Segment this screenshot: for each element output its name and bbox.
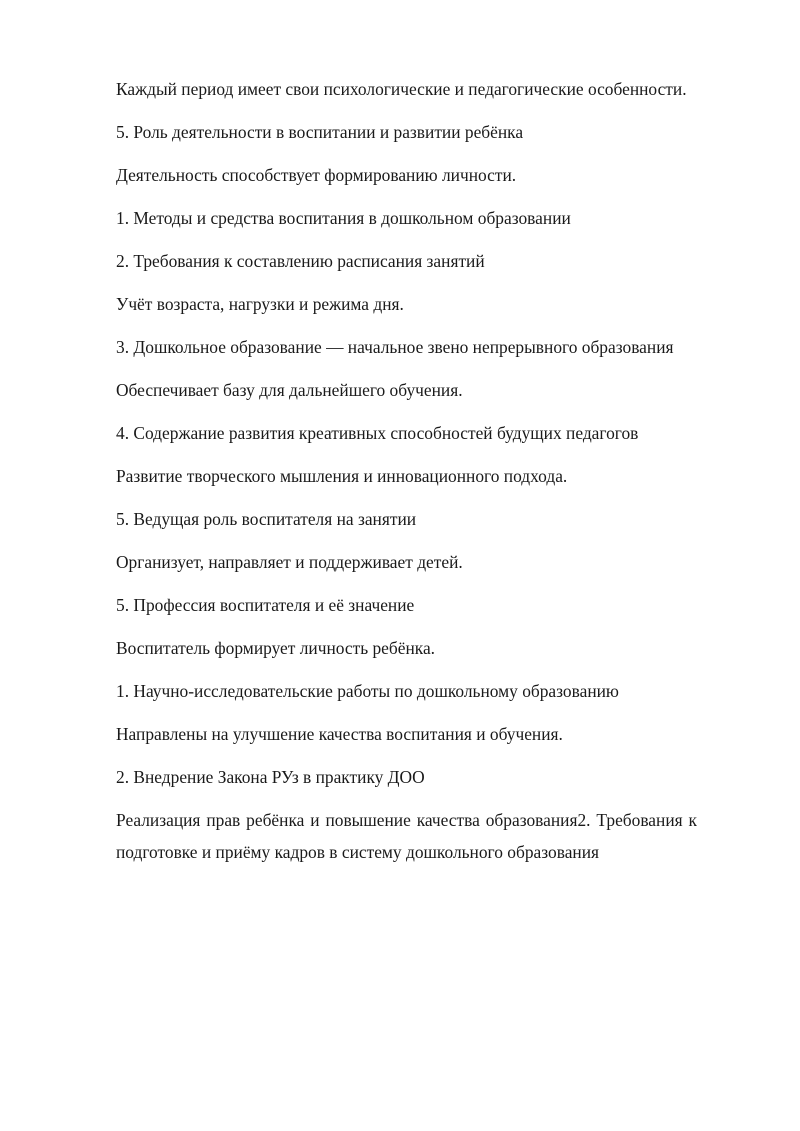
paragraph-educator-role-heading: 5. Ведущая роль воспитателя на занятии [116, 509, 417, 529]
paragraph-research-text: Направлены на улучшение качества воспитания и обучения. [116, 724, 563, 744]
paragraph-schedule-text: Учёт возраста, нагрузки и режима дня. [116, 294, 404, 314]
paragraph-activity-role-text: Деятельность способствует формированию личности. [116, 165, 517, 185]
paragraph-preschool-heading: 3. Дошкольное образование — начальное звено непрерывного образования [116, 337, 674, 357]
paragraph-activity-role-heading: 5. Роль деятельности в воспитании и развитии ребёнка [116, 122, 524, 142]
paragraph-creative-text: Развитие творческого мышления и инновационного подхода. [116, 466, 568, 486]
paragraph-schedule-heading: 2. Требования к составлению расписания занятий [116, 251, 485, 271]
paragraph-profession-text: Воспитатель формирует личность ребёнка. [116, 638, 436, 658]
paragraph-law-text: Реализация прав ребёнка и повышение качества образования2. Требования к подготовке и приёму кадров в систему дошкольного образования [116, 810, 697, 862]
paragraph-educator-role-text: Организует, направляет и поддерживает детей. [116, 552, 463, 572]
paragraph-methods-heading: 1. Методы и средства воспитания в дошкольном образовании [116, 208, 571, 228]
paragraph-research-heading: 1. Научно-исследовательские работы по дошкольному образованию [116, 681, 619, 701]
document-body [116, 73, 697, 879]
paragraph-creative-heading: 4. Содержание развития креативных способностей будущих педагогов [116, 423, 639, 443]
paragraph-law-heading: 2. Внедрение Закона РУз в практику ДОО [116, 767, 425, 787]
paragraph-preschool-text: Обеспечивает базу для дальнейшего обучения. [116, 380, 463, 400]
paragraph-period-features: Каждый период имеет свои психологические и педагогические особенности. [116, 79, 687, 99]
paragraph-profession-heading: 5. Профессия воспитателя и её значение [116, 595, 415, 615]
